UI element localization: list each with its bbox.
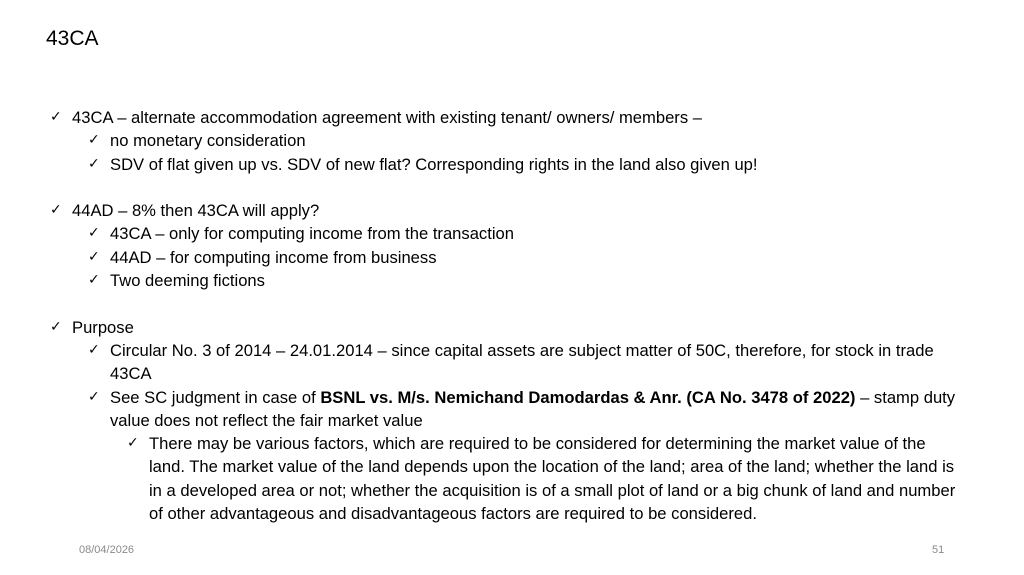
case-citation: BSNL vs. M/s. Nemichand Damodardas & Anr. (CA No. 3478 of 2022) [320,387,856,407]
checkmark-icon: ✓ [127,435,139,452]
sub-bullet-text: SDV of flat given up vs. SDV of new flat? Corresponding rights in the land also given up! [110,154,758,174]
sub-bullet-item [0,129,1024,152]
checkmark-icon: ✓ [88,225,100,242]
sub-bullet-text: no monetary consideration [110,131,306,151]
bullet-text: Purpose [72,317,134,337]
sub-bullet-item [0,246,1024,269]
bullet-item [0,106,1024,129]
sub-bullet-text: Circular No. 3 of 2014 – 24.01.2014 – since capital assets are subject matter of 50C, therefore, for stock in trade 43CA [110,340,934,384]
bullet-text: 43CA – alternate accommodation agreement with existing tenant/ owners/ members – [72,108,702,127]
sub-bullet-text-after: – stamp duty value does not reflect the fair market value [110,387,956,430]
checkmark-icon: ✓ [88,272,100,289]
slide-title: 43CA [46,27,99,50]
bullet-item [0,316,1024,339]
sub-bullet-item [0,222,1024,245]
checkmark-icon: ✓ [88,341,100,358]
sub-sub-bullet-item [0,432,1024,525]
page-number: 51 [932,544,945,556]
spacer [0,176,1024,199]
sub-bullet-item [0,339,1024,386]
footer-date: 08/04/2026 [79,544,135,556]
sub-sub-bullet-text: There may be various factors, which are required to be considered for determining the market value of the land. The market value of the land depends upon the location of the land; area of the land; whether the land is in a developed area or not; whether the acquisition is of a small plot of land or a big chunk of land and number of other advantageous and disadvantageous factors are required to be considered. [149,434,956,524]
slide-content [0,106,1024,525]
checkmark-icon: ✓ [88,155,100,172]
checkmark-icon: ✓ [88,132,100,149]
checkmark-icon: ✓ [88,248,100,265]
checkmark-icon: ✓ [50,318,62,335]
sub-bullet-text: 43CA – only for computing income from the transaction [110,224,514,244]
sub-bullet-text: 44AD – for computing income from business [110,247,437,267]
sub-bullet-text-before: See SC judgment in case of [110,387,321,407]
spacer [0,292,1024,315]
sub-bullet-item [0,269,1024,292]
checkmark-icon: ✓ [50,109,62,125]
sub-bullet-item [0,153,1024,176]
sub-bullet-text: Two deeming fictions [110,271,265,291]
bullet-item [0,199,1024,222]
checkmark-icon: ✓ [50,202,62,219]
checkmark-icon: ✓ [88,388,100,405]
sub-bullet-item [0,386,1024,433]
bullet-text: 44AD – 8% then 43CA will apply? [72,201,320,221]
